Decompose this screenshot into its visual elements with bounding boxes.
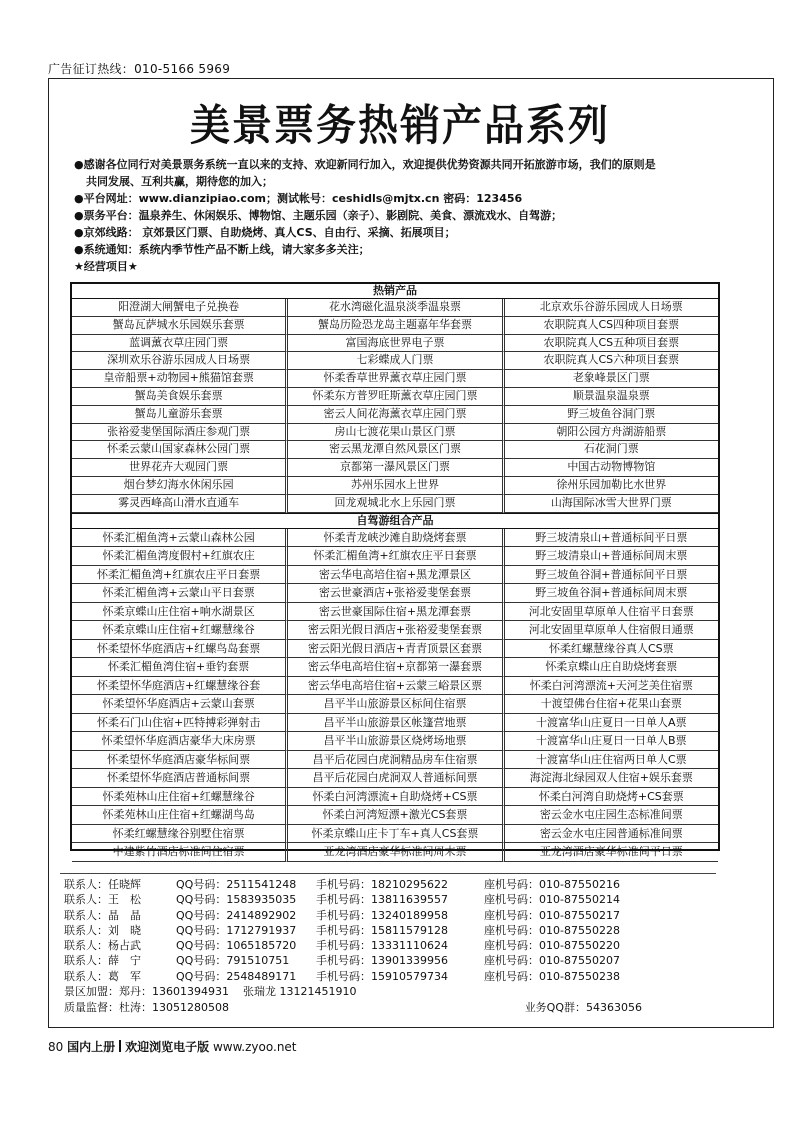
product-cell: 怀柔望怀华庭酒店+红螺慧缘谷套: [72, 677, 285, 696]
product-cell: 蓝调薰衣草庄园门票: [72, 335, 285, 353]
table-row: [72, 843, 718, 862]
product-cell: 回龙观城北水上乐园门票: [285, 495, 501, 513]
product-cell: 亚龙湾酒店豪华标准间周末票: [285, 843, 501, 862]
table-row: [72, 547, 718, 566]
product-cell: 怀柔苑林山庄住宿+红螺慧缘谷: [72, 788, 285, 807]
table-row: [72, 584, 718, 603]
table-row: [72, 806, 718, 825]
footer-separator: [119, 1040, 121, 1052]
product-cell: 富国海底世界电子票: [285, 335, 501, 353]
contact-row: [64, 953, 764, 968]
product-cell: 蟹岛瓦萨城水乐园娱乐套票: [72, 317, 285, 335]
product-cell: 怀柔汇楣鱼湾+云蒙山平日套票: [72, 584, 285, 603]
product-cell: 花水湾磁化温泉淡季温泉票: [285, 299, 501, 317]
product-cell: 朝阳公园方舟湖游船票: [502, 424, 718, 442]
contact-qq: QQ号码：2414892902: [176, 908, 297, 922]
contact-row: [64, 908, 764, 923]
product-cell: 怀柔云蒙山国家森林公园门票: [72, 441, 285, 459]
contact-name: 联系人：杨占武: [64, 939, 141, 953]
contact-name: 联系人：晶 晶: [64, 908, 141, 922]
product-cell: 密云金水屯庄园普通标准间票: [502, 825, 718, 844]
divider: [60, 873, 716, 874]
product-cell: 怀柔京蝶山庄住宿+红螺慧缘谷: [72, 621, 285, 640]
contact-name: 联系人：王 松: [64, 893, 141, 907]
contact-name: 联系人：葛 军: [64, 969, 141, 983]
table-row: [72, 603, 718, 622]
contact-name: 联系人：刘 晓: [64, 923, 141, 937]
product-cell: 怀柔京蝶山庄住宿+响水湖景区: [72, 603, 285, 622]
contact-mobile: 手机号码：13811639557: [316, 893, 448, 907]
table-row: [72, 370, 718, 388]
product-cell: 十渡富华山庄夏日一日单人A票: [502, 714, 718, 733]
notice-line: ●感谢各位同行对美景票务系统一直以来的支持、欢迎新同行加入，欢迎提供优势资源共同开拓旅游市场，我们的原则是: [74, 158, 656, 171]
table-row: [72, 825, 718, 844]
product-cell: 怀柔望怀华庭酒店普通标间票: [72, 769, 285, 788]
notice-line: ●平台网址：www.dianzipiao.com；测试帐号：ceshidls@mjtx.cn 密码：123456: [74, 192, 523, 205]
product-cell: 阳澄湖大闸蟹电子兑换卷: [72, 299, 285, 317]
table-row: [72, 640, 718, 659]
contact-phone: 座机号码：010-87550207: [484, 954, 620, 968]
contact-row: [64, 877, 764, 892]
product-cell: 密云世豪酒店+张裕爱斐堡套票: [285, 584, 501, 603]
product-cell: 怀柔望怀华庭酒店豪华标间票: [72, 751, 285, 770]
product-cell: 密云人间花海薰衣草庄园门票: [285, 406, 501, 424]
product-cell: 怀柔汇楣鱼湾住宿+垂钓套票: [72, 658, 285, 677]
contact-phone: 座机号码：010-87550214: [484, 893, 620, 907]
table-row: [72, 352, 718, 370]
table-row: [72, 529, 718, 548]
product-cell: 烟台梦幻海水休闲乐园: [72, 477, 285, 495]
product-cell: 怀柔石门山住宿+匹特搏彩弹射击: [72, 714, 285, 733]
footer-url: www.zyoo.net: [212, 1040, 297, 1054]
product-cell: 世界花卉大观园门票: [72, 459, 285, 477]
product-cell: 怀柔白河湾短漂+激光CS套票: [285, 806, 501, 825]
product-cell: 老象峰景区门票: [502, 370, 718, 388]
table-row: [72, 714, 718, 733]
hot-products-list: [72, 299, 718, 513]
contact-row: [64, 969, 764, 984]
footer-slogan: 欢迎浏览电子版: [125, 1040, 210, 1054]
product-cell: 野三坡鱼谷洞门票: [502, 406, 718, 424]
contact-phone: 座机号码：010-87550216: [484, 878, 620, 891]
product-cell: 亚龙湾酒店豪华标准间平日票: [502, 843, 718, 862]
product-cell: 河北安固里草原单人住宿假日通票: [502, 621, 718, 640]
product-cell: 密云华电高培住宿+云蒙三峪景区票: [285, 677, 501, 696]
quality-row: [64, 1000, 764, 1016]
product-cell: 中国古动物博物馆: [502, 459, 718, 477]
table-row: [72, 621, 718, 640]
product-cell: 密云金水屯庄园生态标准间票: [502, 806, 718, 825]
notice-line: ●系统通知：系统内季节性产品不断上线，请大家多多关注；: [74, 243, 370, 256]
contact-phone: 座机号码：010-87550238: [484, 969, 620, 983]
product-cell: 怀柔京蝶山庄自助烧烤套票: [502, 658, 718, 677]
product-cell: 怀柔汇楣鱼湾+云蒙山森林公园: [72, 529, 285, 548]
product-cell: 怀柔红螺慧缘谷别墅住宿票: [72, 825, 285, 844]
self-drive-heading: 自驾游组合产品: [72, 513, 718, 529]
product-cell: 怀柔白河湾自助烧烤+CS套票: [502, 788, 718, 807]
notice-line: 共同发展、互利共赢，期待您的加入；: [86, 175, 273, 188]
contact-mobile: 手机号码：13331110624: [316, 939, 448, 953]
product-cell: 野三坡鱼谷洞+普通标间周末票: [502, 584, 718, 603]
table-row: [72, 335, 718, 353]
table-row: [72, 459, 718, 477]
product-cell: 怀柔苑林山庄住宿+红螺湖鸟岛: [72, 806, 285, 825]
table-row: [72, 299, 718, 317]
product-cell: 怀柔京蝶山庄卡丁车+真人CS套票: [285, 825, 501, 844]
product-cell: 房山七渡花果山景区门票: [285, 424, 501, 442]
page-footer: [48, 1038, 297, 1055]
product-cell: 怀柔望怀华庭酒店豪华大床房票: [72, 732, 285, 751]
product-cell: 怀柔汇楣鱼湾+红旗农庄平日套票: [285, 547, 501, 566]
contact-mobile: 手机号码：18210295622: [316, 878, 448, 891]
page-number: 80: [48, 1040, 64, 1054]
product-cell: 农职院真人CS五种项目套票: [502, 335, 718, 353]
product-cell: 顺景温泉温泉票: [502, 388, 718, 406]
contact-qq: QQ号码：2511541248: [176, 878, 297, 891]
table-row: [72, 495, 718, 513]
table-row: [72, 788, 718, 807]
page-title: 美景票务热销产品系列: [190, 100, 610, 151]
product-cell: 深圳欢乐谷游乐园成人日场票: [72, 352, 285, 370]
contact-list: [64, 877, 764, 1016]
contact-name: 联系人：任晓辉: [64, 878, 141, 891]
product-cell: 怀柔汇楣鱼湾+红旗农庄平日套票: [72, 566, 285, 585]
contact-mobile: 手机号码：13901339956: [316, 954, 448, 968]
table-row: [72, 317, 718, 335]
product-cell: 雾灵西峰高山滑水直通车: [72, 495, 285, 513]
contact-qq: QQ号码：2548489171: [176, 969, 297, 983]
notice-line: ●票务平台：温泉养生、休闲娱乐、博物馆、主题乐园（亲子）、影剧院、美食、漂流戏水、自驾游；: [74, 209, 563, 222]
table-row: [72, 751, 718, 770]
table-row: [72, 388, 718, 406]
contact-mobile: 手机号码：15910579734: [316, 969, 448, 983]
product-cell: 七彩蝶成人门票: [285, 352, 501, 370]
quality-contact: 质量监督：杜涛：13051280508: [64, 1001, 229, 1015]
product-cell: 苏州乐园水上世界: [285, 477, 501, 495]
product-cell: 昌平后花园白虎涧双人普通标间票: [285, 769, 501, 788]
join-contact-2: 张瑞龙 13121451910: [242, 985, 357, 999]
contact-phone: 座机号码：010-87550228: [484, 923, 620, 937]
product-cell: 徐州乐园加勒比水世界: [502, 477, 718, 495]
join-row: [64, 984, 764, 1000]
contact-mobile: 手机号码：15811579128: [316, 923, 448, 937]
qq-group: 业务QQ群：54363056: [524, 1001, 642, 1015]
contact-qq: QQ号码：791510751: [176, 954, 290, 968]
product-cell: 昌平后花园白虎涧精品房车住宿票: [285, 751, 501, 770]
product-cell: 海淀海北绿园双人住宿+娱乐套票: [502, 769, 718, 788]
table-row: [72, 677, 718, 696]
ad-hotline: 广告征订热线：010-5166 5969: [48, 62, 231, 76]
contact-phone: 座机号码：010-87550220: [484, 939, 620, 953]
product-cell: 农职院真人CS六种项目套票: [502, 352, 718, 370]
product-cell: 野三坡清泉山+普通标间周末票: [502, 547, 718, 566]
product-cell: 蟹岛美食娱乐套票: [72, 388, 285, 406]
product-cell: 密云阳光假日酒店+青青顶景区套票: [285, 640, 501, 659]
product-cell: 石花洞门票: [502, 441, 718, 459]
contact-row: [64, 938, 764, 953]
product-cell: 十渡富华山庄住宿两日单人C票: [502, 751, 718, 770]
notice-block: [74, 156, 766, 275]
product-cell: 密云世豪国际住宿+黑龙潭套票: [285, 603, 501, 622]
contact-phone: 座机号码：010-87550217: [484, 908, 620, 922]
product-cell: 怀柔青龙峡沙滩自助烧烤套票: [285, 529, 501, 548]
product-cell: 昌平半山旅游景区帐篷营地票: [285, 714, 501, 733]
contact-row: [64, 892, 764, 907]
product-cell: 皇帝船票+动物园+熊猫馆套票: [72, 370, 285, 388]
product-cell: 密云黑龙潭自然风景区门票: [285, 441, 501, 459]
product-cell: 昌平半山旅游景区烧烤场地票: [285, 732, 501, 751]
product-cell: 昌平半山旅游景区标间住宿票: [285, 695, 501, 714]
contact-name: 联系人：薛 宁: [64, 954, 141, 968]
table-row: [72, 477, 718, 495]
table-row: [72, 732, 718, 751]
product-cell: 密云华电高培住宿+黑龙潭景区: [285, 566, 501, 585]
product-cell: 野三坡清泉山+普通标间平日票: [502, 529, 718, 548]
self-drive-list: [72, 529, 718, 862]
product-cell: 野三坡鱼谷洞+普通标间平日票: [502, 566, 718, 585]
product-cell: 怀柔香草世界薰衣草庄园门票: [285, 370, 501, 388]
product-cell: 中建紫竹酒店标准间住宿票: [72, 843, 285, 862]
contact-qq: QQ号码：1065185720: [176, 939, 297, 953]
product-cell: 怀柔红螺慧缘谷真人CS票: [502, 640, 718, 659]
product-cell: 十渡富华山庄夏日一日单人B票: [502, 732, 718, 751]
product-cell: 蟹岛历险恐龙岛主题嘉年华套票: [285, 317, 501, 335]
notice-line: ★经营项目★: [74, 260, 138, 273]
product-cell: 张裕爱斐堡国际酒庄参观门票: [72, 424, 285, 442]
table-row: [72, 566, 718, 585]
join-contact: 景区加盟：郑丹：13601394931: [64, 985, 229, 999]
contact-qq: QQ号码：1583935035: [176, 893, 297, 907]
product-cell: 北京欢乐谷游乐园成人日场票: [502, 299, 718, 317]
product-cell: 怀柔望怀华庭酒店+云蒙山套票: [72, 695, 285, 714]
product-cell: 密云阳光假日酒店+张裕爱斐堡套票: [285, 621, 501, 640]
product-cell: 怀柔白河湾漂流+自助烧烤+CS票: [285, 788, 501, 807]
contact-qq: QQ号码：1712791937: [176, 923, 297, 937]
product-cell: 山海国际冰雪大世界门票: [502, 495, 718, 513]
product-table: [70, 282, 720, 859]
hot-products-heading: 热销产品: [72, 284, 718, 299]
product-cell: 蟹岛儿童游乐套票: [72, 406, 285, 424]
table-row: [72, 406, 718, 424]
section-name: 国内上册: [67, 1040, 116, 1054]
contact-mobile: 手机号码：13240189958: [316, 908, 448, 922]
product-cell: 河北安固里草原单人住宿平日套票: [502, 603, 718, 622]
table-row: [72, 424, 718, 442]
table-row: [72, 695, 718, 714]
table-row: [72, 441, 718, 459]
notice-line: ●京郊线路： 京郊景区门票、自助烧烤、真人CS、自由行、采摘、拓展项目；: [74, 226, 456, 239]
product-cell: 怀柔汇楣鱼湾度假村+红旗农庄: [72, 547, 285, 566]
product-cell: 十渡望佛台住宿+花果山套票: [502, 695, 718, 714]
table-row: [72, 658, 718, 677]
table-row: [72, 769, 718, 788]
product-cell: 农职院真人CS四种项目套票: [502, 317, 718, 335]
product-cell: 怀柔东方普罗旺斯薰衣草庄园门票: [285, 388, 501, 406]
product-cell: 怀柔望怀华庭酒店+红螺鸟岛套票: [72, 640, 285, 659]
product-cell: 京都第一瀑风景区门票: [285, 459, 501, 477]
product-cell: 怀柔白河湾漂流+天河芝美住宿票: [502, 677, 718, 696]
product-cell: 密云华电高培住宿+京都第一瀑套票: [285, 658, 501, 677]
contact-row: [64, 923, 764, 938]
